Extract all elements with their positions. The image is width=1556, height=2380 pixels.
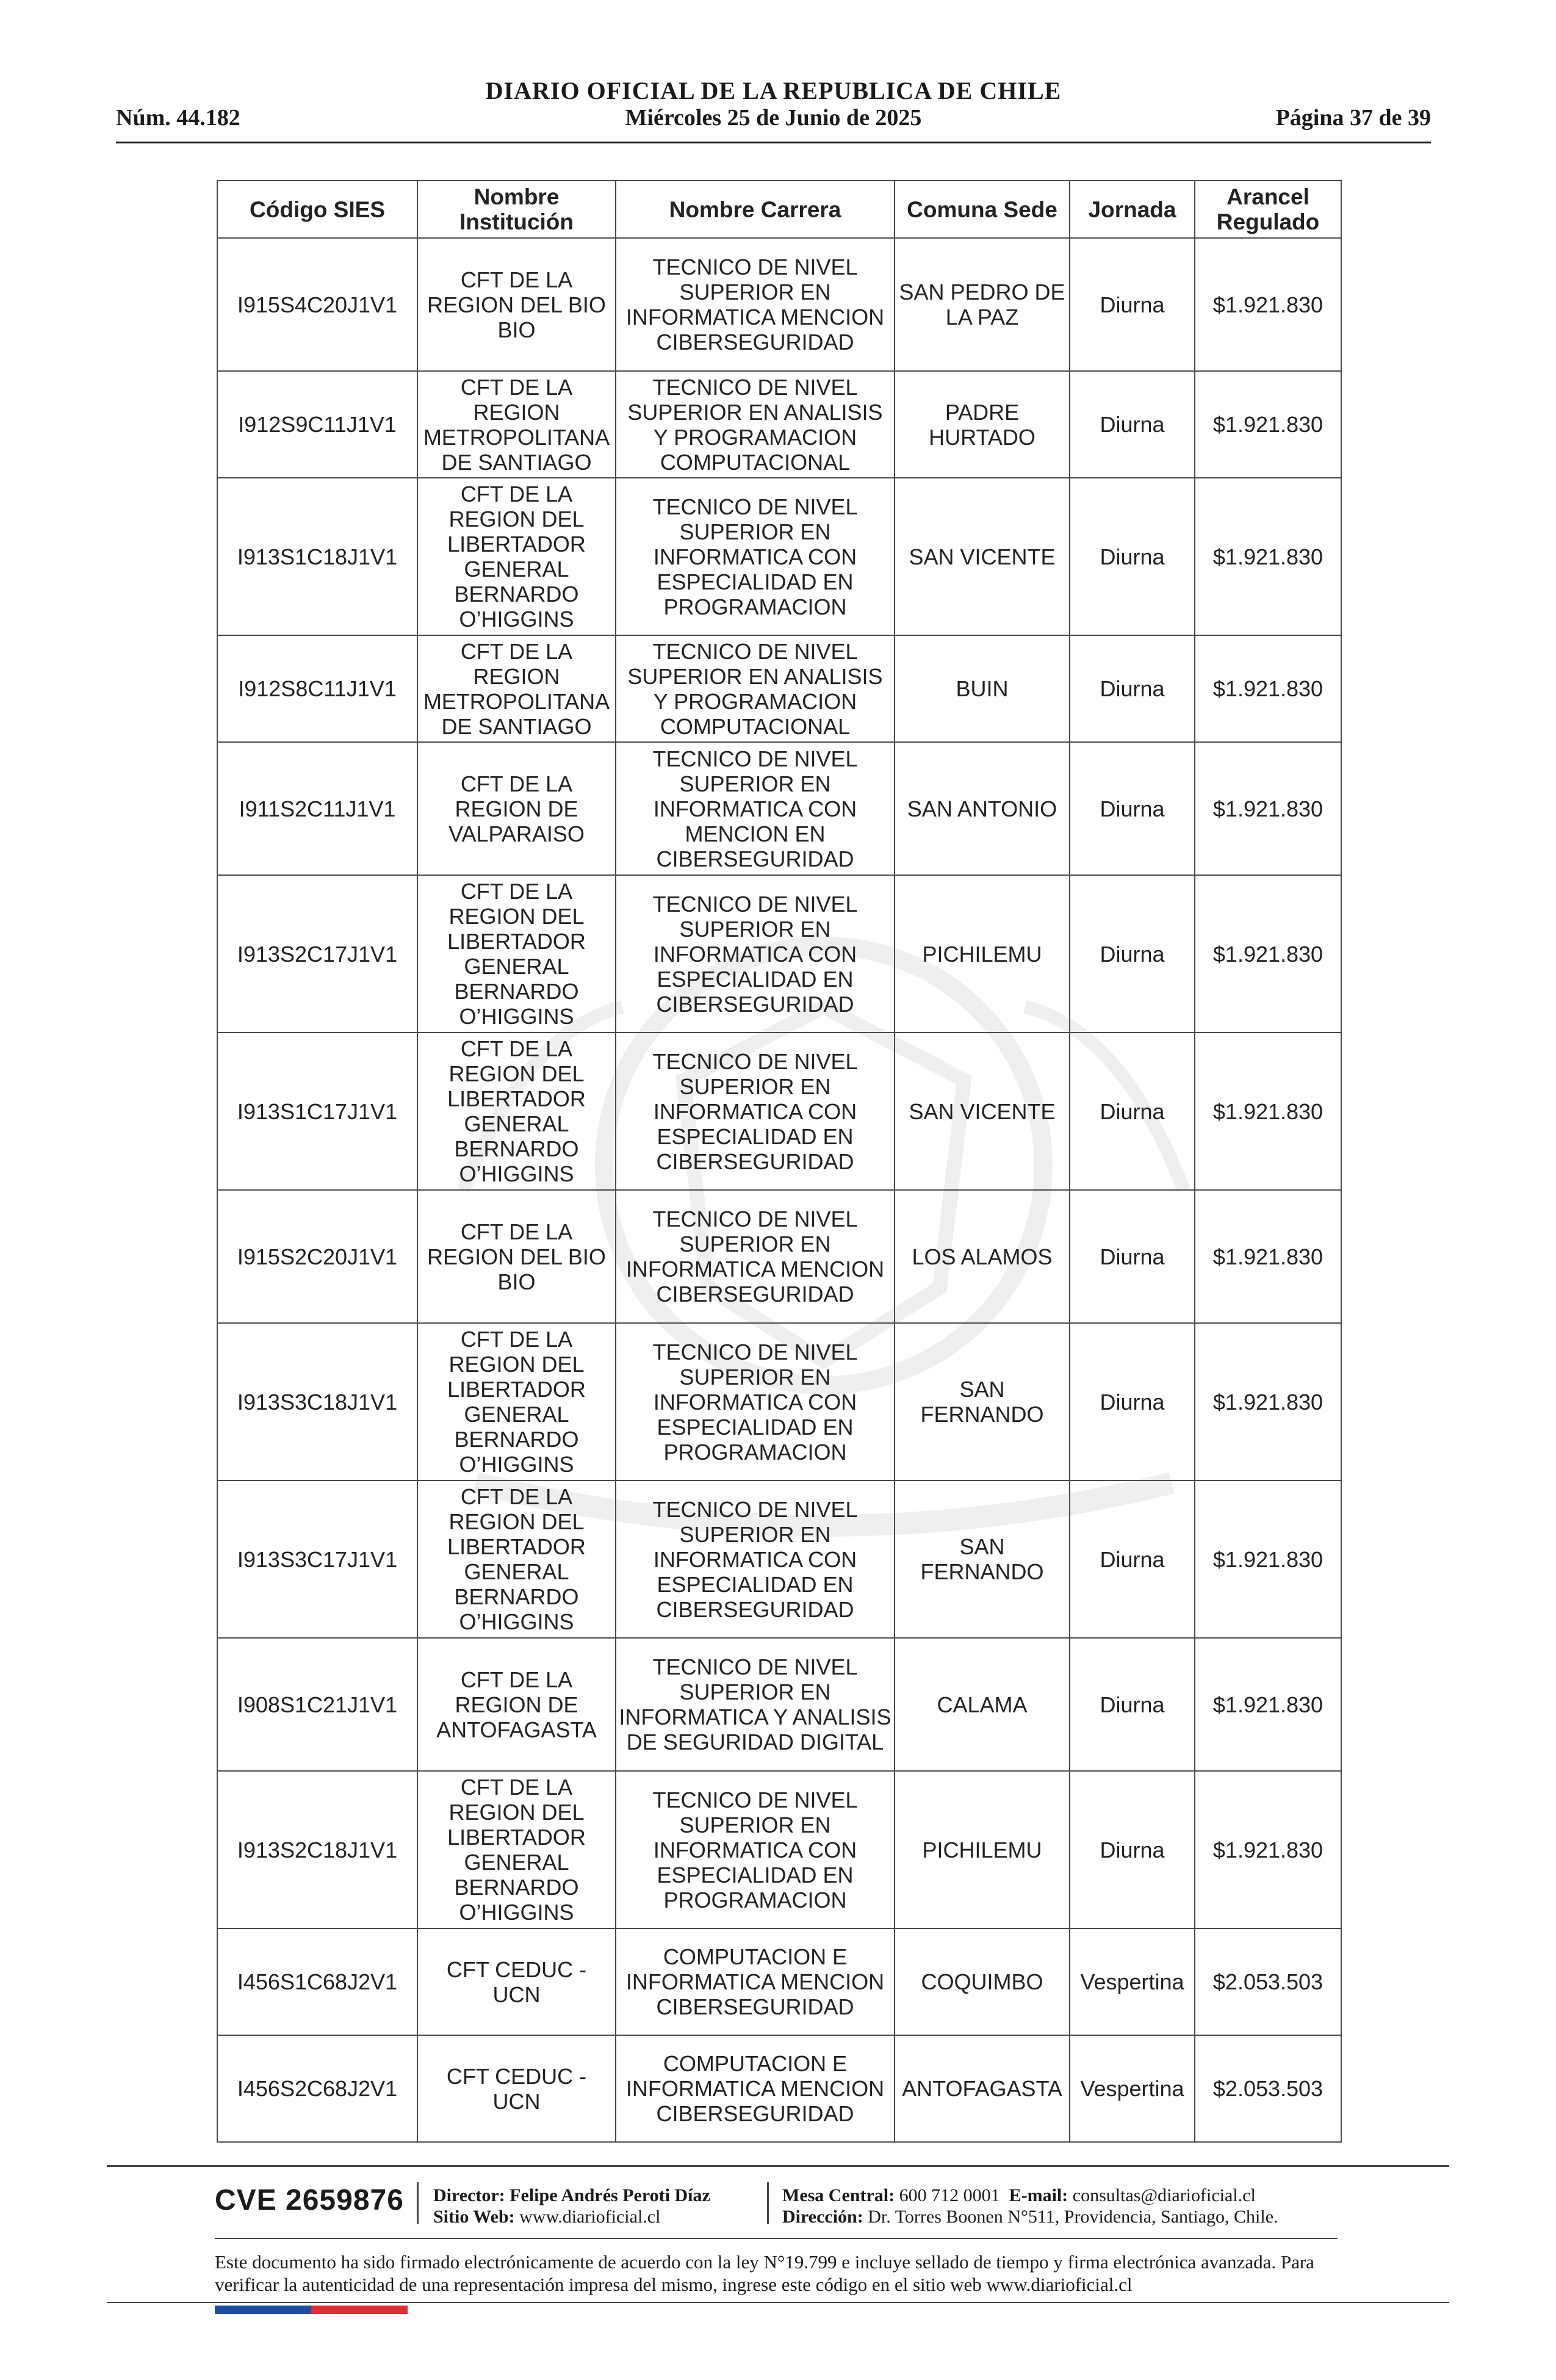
cell-institucion: CFT DE LA REGION DEL LIBERTADOR GENERAL BERNARDO O’HIGGINS [417,1771,616,1928]
cell-jornada: Diurna [1070,371,1195,478]
cell-arancel: $1.921.830 [1195,1190,1341,1323]
mesa-phone: 600 712 0001 [899,2185,1000,2205]
table-row [217,1323,1341,1480]
cell-jornada: Diurna [1070,1323,1195,1480]
cell-institucion: CFT DE LA REGION METROPOLITANA DE SANTIAGO [417,635,616,742]
cell-arancel: $1.921.830 [1195,875,1341,1033]
cell-jornada: Diurna [1070,1190,1195,1323]
cell-institucion: CFT DE LA REGION DE ANTOFAGASTA [417,1638,616,1771]
newspaper-title: DIARIO OFICIAL DE LA REPUBLICA DE CHILE [485,77,1062,104]
footer-middle-rule [215,2238,1338,2239]
cell-institucion: CFT DE LA REGION DEL LIBERTADOR GENERAL BERNARDO O’HIGGINS [417,1033,616,1190]
cell-arancel: $2.053.503 [1195,2035,1341,2142]
cell-carrera: TECNICO DE NIVEL SUPERIOR EN INFORMATICA CON ESPECIALIDAD EN PROGRAMACION [616,1771,895,1928]
cell-arancel: $1.921.830 [1195,635,1341,742]
director-label: Director: [433,2185,505,2205]
header-rule [116,142,1431,143]
cell-arancel: $1.921.830 [1195,478,1341,635]
table-row [217,1033,1341,1190]
cell-arancel: $1.921.830 [1195,1638,1341,1771]
cell-codigo: I911S2C11J1V1 [217,742,417,875]
cell-carrera: TECNICO DE NIVEL SUPERIOR EN INFORMATICA CON ESPECIALIDAD EN PROGRAMACION [616,478,895,635]
cell-arancel: $1.921.830 [1195,1480,1341,1638]
footer-director-block [433,2185,710,2227]
cell-comuna: PICHILEMU [895,1771,1070,1928]
header-jornada: Jornada [1070,181,1195,238]
cell-jornada: Vespertina [1070,2035,1195,2142]
cell-jornada: Diurna [1070,1480,1195,1638]
cell-comuna: LOS ALAMOS [895,1190,1070,1323]
cell-comuna: SAN VICENTE [895,1033,1070,1190]
flag-stripe-red [311,2306,408,2314]
header-comuna-sede: Comuna Sede [895,181,1070,238]
footer-divider [417,2182,419,2224]
cell-jornada: Diurna [1070,875,1195,1033]
table-row [217,478,1341,635]
cell-carrera: TECNICO DE NIVEL SUPERIOR EN INFORMATICA CON ESPECIALIDAD EN PROGRAMACION [616,1323,895,1480]
site-label: Sitio Web: [433,2207,515,2227]
cell-institucion: CFT CEDUC - UCN [417,1928,616,2035]
cell-carrera: COMPUTACION E INFORMATICA MENCION CIBERSEGURIDAD [616,1928,895,2035]
cell-comuna: PICHILEMU [895,875,1070,1033]
page-number: Página 37 de 39 [1275,105,1431,131]
cell-codigo: I456S2C68J2V1 [217,2035,417,2142]
cell-arancel: $1.921.830 [1195,742,1341,875]
table-row [217,635,1341,742]
cell-jornada: Diurna [1070,478,1195,635]
table-row [217,2035,1341,2142]
direccion-label: Dirección: [782,2207,863,2227]
cell-codigo: I913S2C18J1V1 [217,1771,417,1928]
cell-codigo: I456S1C68J2V1 [217,1928,417,2035]
cell-comuna: CALAMA [895,1638,1070,1771]
email-link[interactable]: consultas@diarioficial.cl [1072,2185,1256,2205]
cell-institucion: CFT DE LA REGION DEL BIO BIO [417,1190,616,1323]
cell-carrera: TECNICO DE NIVEL SUPERIOR EN INFORMATICA CON ESPECIALIDAD EN CIBERSEGURIDAD [616,1480,895,1638]
header-codigo-sies: Código SIES [217,181,417,238]
cell-codigo: I913S3C18J1V1 [217,1323,417,1480]
footer-top-rule [107,2165,1449,2167]
cell-jornada: Diurna [1070,1638,1195,1771]
cell-comuna: SAN FERNANDO [895,1323,1070,1480]
cell-comuna: SAN FERNANDO [895,1480,1070,1638]
cell-institucion: CFT DE LA REGION DE VALPARAISO [417,742,616,875]
cell-codigo: I912S8C11J1V1 [217,635,417,742]
cell-jornada: Diurna [1070,1033,1195,1190]
cell-institucion: CFT DE LA REGION DEL LIBERTADOR GENERAL BERNARDO O’HIGGINS [417,875,616,1033]
cell-comuna: ANTOFAGASTA [895,2035,1070,2142]
cell-arancel: $1.921.830 [1195,1033,1341,1190]
cell-institucion: CFT DE LA REGION DEL LIBERTADOR GENERAL BERNARDO O’HIGGINS [417,1323,616,1480]
table-row [217,238,1341,371]
cell-arancel: $1.921.830 [1195,238,1341,371]
cell-institucion: CFT CEDUC - UCN [417,2035,616,2142]
email-label: E-mail: [1009,2185,1068,2205]
cell-codigo: I913S1C18J1V1 [217,478,417,635]
flag-stripe-blue [215,2306,311,2314]
header-nombre-carrera: Nombre Carrera [616,181,895,238]
header-arancel-regulado: Arancel Regulado [1195,181,1341,238]
cell-jornada: Vespertina [1070,1928,1195,2035]
cell-carrera: TECNICO DE NIVEL SUPERIOR EN ANALISIS Y PROGRAMACION COMPUTACIONAL [616,371,895,478]
cell-codigo: I913S3C17J1V1 [217,1480,417,1638]
cell-comuna: BUIN [895,635,1070,742]
cell-carrera: TECNICO DE NIVEL SUPERIOR EN INFORMATICA MENCION CIBERSEGURIDAD [616,238,895,371]
cell-jornada: Diurna [1070,635,1195,742]
table-row [217,1190,1341,1323]
cell-jornada: Diurna [1070,238,1195,371]
table-row [217,1928,1341,2035]
cell-carrera: TECNICO DE NIVEL SUPERIOR EN INFORMATICA CON ESPECIALIDAD EN CIBERSEGURIDAD [616,1033,895,1190]
cell-institucion: CFT DE LA REGION METROPOLITANA DE SANTIAGO [417,371,616,478]
table-row [217,1638,1341,1771]
cell-institucion: CFT DE LA REGION DEL LIBERTADOR GENERAL BERNARDO O’HIGGINS [417,1480,616,1638]
mesa-label: Mesa Central: [782,2185,895,2205]
table-row [217,1480,1341,1638]
cell-institucion: CFT DE LA REGION DEL LIBERTADOR GENERAL BERNARDO O’HIGGINS [417,478,616,635]
cell-codigo: I912S9C11J1V1 [217,371,417,478]
cell-comuna: SAN VICENTE [895,478,1070,635]
cell-jornada: Diurna [1070,1771,1195,1928]
table-row [217,371,1341,478]
cell-comuna: PADRE HURTADO [895,371,1070,478]
cell-codigo: I915S4C20J1V1 [217,238,417,371]
cell-codigo: I915S2C20J1V1 [217,1190,417,1323]
table-row [217,742,1341,875]
footer-contact-block [782,2185,1278,2227]
cell-carrera: TECNICO DE NIVEL SUPERIOR EN INFORMATICA MENCION CIBERSEGURIDAD [616,1190,895,1323]
cell-carrera: TECNICO DE NIVEL SUPERIOR EN ANALISIS Y PROGRAMACION COMPUTACIONAL [616,635,895,742]
footer-divider [767,2182,769,2224]
cell-arancel: $1.921.830 [1195,1323,1341,1480]
cell-carrera: TECNICO DE NIVEL SUPERIOR EN INFORMATICA Y ANALISIS DE SEGURIDAD DIGITAL [616,1638,895,1771]
footer-bottom-rule [107,2302,1449,2303]
aranceles-table [217,180,1342,2143]
cell-codigo: I913S2C17J1V1 [217,875,417,1033]
cell-carrera: COMPUTACION E INFORMATICA MENCION CIBERSEGURIDAD [616,2035,895,2142]
cell-arancel: $1.921.830 [1195,1771,1341,1928]
cell-codigo: I913S1C17J1V1 [217,1033,417,1190]
cell-carrera: TECNICO DE NIVEL SUPERIOR EN INFORMATICA CON ESPECIALIDAD EN CIBERSEGURIDAD [616,875,895,1033]
cell-codigo: I908S1C21J1V1 [217,1638,417,1771]
table-row [217,1771,1341,1928]
cell-arancel: $1.921.830 [1195,371,1341,478]
page-header [116,76,1431,143]
cell-comuna: COQUIMBO [895,1928,1070,2035]
issue-number: Núm. 44.182 [116,105,240,131]
cell-arancel: $2.053.503 [1195,1928,1341,2035]
header-nombre-institucion: Nombre Institución [417,181,616,238]
table-row [217,875,1341,1033]
cell-comuna: SAN PEDRO DE LA PAZ [895,238,1070,371]
issue-date: Miércoles 25 de Junio de 2025 [625,105,922,131]
cell-comuna: SAN ANTONIO [895,742,1070,875]
site-link[interactable]: www.diarioficial.cl [519,2207,661,2227]
signature-note: Este documento ha sido firmado electrónicamente de acuerdo con la ley N°19.799 e incluye sellado de tiempo y firma electrónica avanzada. Para verificar la autenticidad de una representación impresa del mismo, ingrese este código en el sitio web www.diarioficial.cl [215,2251,1314,2295]
direccion-text: Dr. Torres Boonen N°511, Providencia, Santiago, Chile. [868,2207,1278,2227]
cve-code: CVE 2659876 [215,2184,404,2216]
table-header-row [217,181,1341,238]
cell-jornada: Diurna [1070,742,1195,875]
cell-institucion: CFT DE LA REGION DEL BIO BIO [417,238,616,371]
director-name: Felipe Andrés Peroti Díaz [510,2185,710,2205]
cell-carrera: TECNICO DE NIVEL SUPERIOR EN INFORMATICA CON MENCION EN CIBERSEGURIDAD [616,742,895,875]
